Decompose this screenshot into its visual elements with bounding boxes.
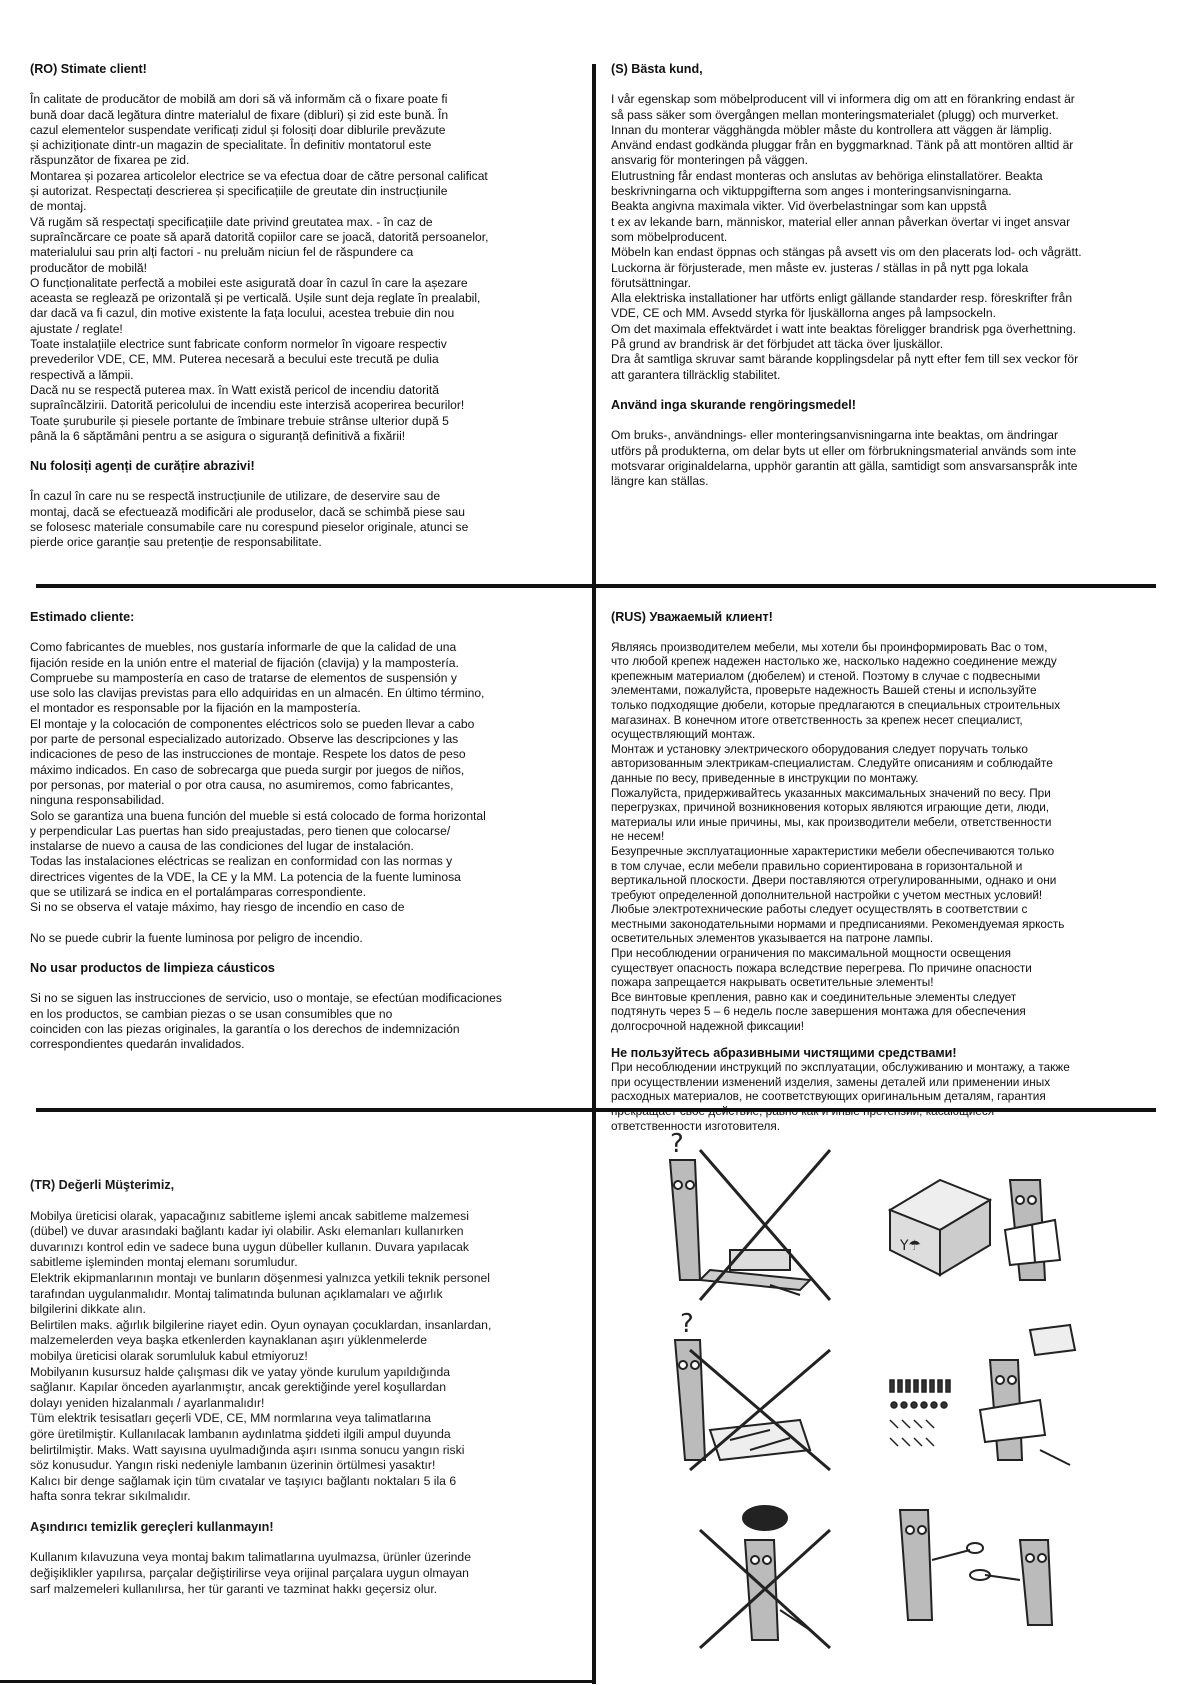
text-line: Dra åt samtliga skruvar samt bärande kopplingsdelar på nytt efter fem till sex veckor för: [611, 352, 1079, 367]
text-line: данные по весу, приведенные в инструкции по монтажу.: [611, 770, 919, 785]
text-line: осуществляющий монтаж.: [611, 727, 756, 742]
text-line: элементами, пожалуйста, проверьте надежность Вашей стены и используйте: [611, 683, 1037, 698]
text-line: не несем!: [611, 829, 665, 844]
section-heading: (RUS) Уважаемый клиент!: [611, 610, 773, 624]
text-line: Kullanım kılavuzuna veya montaj bakım talimatlarına uyulmazsa, ürünler üzerinde: [30, 1550, 471, 1565]
section-swedish: [611, 62, 1171, 532]
text-line: Luckorna är förjusterade, men måste ev. justeras / ställas in på nytt pga lokala: [611, 260, 1029, 275]
worker-sorting-parts-icon: [880, 1320, 1080, 1480]
text-line: при осуществлении изменений изделия, замены деталей или применении иных: [611, 1074, 1051, 1089]
text-line: hafta sonra tekrar sıkılmalıdır.: [30, 1489, 191, 1504]
text-line: cazul elementelor suspendate verificați zidul și folosiți doar diblurile prevăzute: [30, 122, 446, 137]
section-turkish: [30, 1178, 585, 1628]
text-line: În cazul în care nu se respectă instrucțiunile de utilizare, de deservire sau de: [30, 489, 441, 504]
section-closing: [30, 489, 575, 550]
text-line: Montarea și pozarea articolelor electrice se va efectua doar de către personal calificat: [30, 168, 488, 183]
section-body: [30, 640, 590, 915]
text-line: Solo se garantiza una buena función del mueble si está colocado de forma horizontal: [30, 808, 486, 823]
text-line: местными законодательными нормами и предписаниями. Рекомендуемая яркость: [611, 916, 1065, 931]
text-line: dolayı yeniden hizalanmalı / ayarlanmalıdır!: [30, 1395, 265, 1410]
text-line: por parte de personal especializado autorizado. Observe las descripciones y las: [30, 732, 459, 747]
horizontal-divider-1: [36, 584, 1156, 588]
text-line: mobilya üreticisi olarak sorumluluk kabul etmiyoruz!: [30, 1348, 308, 1363]
text-line: beskrivningarna och viktuppgifterna som anges i monteringsanvisningarna.: [611, 184, 1012, 199]
text-line: Toate șuruburile și piesele portante de îmbinare trebuie strânse ulterior după 5: [30, 413, 449, 428]
text-line: și autorizat. Respectați descrierea și specificațiile de greutate din instrucțiunile: [30, 184, 448, 199]
text-line: ajustate / reglate!: [30, 321, 123, 336]
confused-worker-crossed-icon: [640, 1130, 840, 1310]
text-line: El montaje y la colocación de componentes eléctricos solo se pueden llevar a cabo: [30, 716, 475, 731]
text-line: Om det maximala effektvärdet i watt inte beaktas föreligger brandrisk pga överhettning.: [611, 321, 1076, 336]
text-line: Beakta angivna maximala vikter. Vid överbelastningar som kan uppstå: [611, 199, 987, 214]
text-line: correspondientes quedarán invalidados.: [30, 1037, 245, 1052]
text-line: längre kan ställas.: [611, 474, 709, 489]
section-body: [611, 92, 1171, 383]
text-line: расходных материалов, не соответствующих оригинальным деталям, гарантия: [611, 1089, 1046, 1104]
text-line: Om bruks-, användnings- eller monteringsanvisningarna inte beaktas, om ändringar: [611, 428, 1059, 443]
text-line: O funcționalitate perfectă a mobilei este asigurată doar în cazul în care la așezare: [30, 275, 468, 290]
text-line: материалы или иные причины, мы, как производители мебели, ответственности: [611, 814, 1052, 829]
text-line: Монтаж и установку электрического оборудования следует поручать только: [611, 741, 1028, 756]
text-line: крепежным материалом (дюбелем) и стеной. Поэтому в случае с подвесными: [611, 668, 1041, 683]
text-line: Innan du monterar vägghängda möbler måste du kontrollera att väggen är lämplig.: [611, 122, 1053, 137]
text-line: Si no se observa el vataje máximo, hay riesgo de incendio en caso de: [30, 900, 405, 915]
text-line: Todas las instalaciones eléctricas se realizan en conformidad con las normas y: [30, 854, 453, 869]
text-line: Belirtilen maks. ağırlık bilgilerine riayet edin. Oyun oynayan çocuklardan, insanlardan,: [30, 1317, 492, 1332]
text-line: indicaciones de peso de las instrucciones de montaje. Respete los datos de peso: [30, 747, 466, 762]
text-line: Tüm elektrik tesisatları geçerli VDE, CE, MM normlarına veya talimatlarına: [30, 1411, 431, 1426]
section-romanian: [30, 62, 575, 572]
section-subheading: No usar productos de limpieza cáusticos: [30, 960, 275, 975]
text-line: перегрузках, причиной возникновения которых являются играющие дети, люди,: [611, 800, 1050, 815]
text-line: Elektrik ekipmanlarının montajı ve bunların döşenmesi yalnızca yetkili teknik personel: [30, 1270, 490, 1285]
text-line: в том случае, если мебели правильно сориентирована в горизонтальной и: [611, 858, 1023, 873]
svg-text:Y☂: Y☂: [900, 1238, 922, 1254]
section-closing: [30, 1550, 585, 1597]
text-line: sarf malzemeleri kullanılırsa, her tür garanti ve tazminat hakkı geçersiz olur.: [30, 1581, 438, 1596]
text-line: På grund av brandrisk är det förbjudet att täcka över ljuskällor.: [611, 337, 944, 352]
text-line: y perpendicular Las puertas han sido preajustadas, pero tienen que colocarse/: [30, 823, 451, 838]
angry-worker-crossed-icon: [690, 1500, 840, 1650]
text-line: söz konusudur. Yangın riski nedeniyle lambanın üzerinin örtülmesi yasaktır!: [30, 1458, 436, 1473]
text-line: en los productos, se cambian piezas o se usan consumibles que no: [30, 1006, 393, 1021]
text-line: supraîncărcare ce poate să apară datorită copiilor care se joacă, datorită persoanelor,: [30, 229, 489, 244]
text-line: Все винтовые крепления, равно как и соединительные элементы следует: [611, 989, 1017, 1004]
section-body: [611, 640, 1171, 1034]
text-line: магазинах. В конечном итоге ответственность за крепеж несет специалист,: [611, 712, 1023, 727]
section-subheading: Не пользуйтесь абразивными чистящими средствами!: [611, 1045, 957, 1060]
vertical-divider: [592, 64, 596, 1684]
text-line: При несоблюдении ограничения по максимальной мощности освещения: [611, 946, 1011, 961]
worker-reading-instructions-icon: [880, 1150, 1080, 1300]
text-line: При несоблюдении инструкций по эксплуатации, обслуживанию и монтажу, а также: [611, 1060, 1070, 1075]
text-line: Пожалуйста, придерживайтесь указанных максимальных значений по весу. При: [611, 785, 1051, 800]
text-line: подтянуть через 5 – 6 недель после завершения монтажа для обеспечения: [611, 1004, 1026, 1019]
text-line: som möbelproducent.: [611, 229, 728, 244]
text-line: În calitate de producător de mobilă am dori să vă informăm că o fixare poate fi: [30, 92, 448, 107]
text-line: belirtilmiştir. Maks. Watt sayısına uyulmadığında aşırı ısınma sonucu yangın riski: [30, 1442, 465, 1457]
bottom-rule: [0, 1680, 592, 1683]
text-line: Compruebe su mampostería en caso de tratarse de elementos de suspensión y: [30, 670, 457, 685]
text-line: materialului sau prin alți factori - nu preluăm niciun fel de răspundere ca: [30, 245, 414, 260]
text-line: förutsättningar.: [611, 275, 692, 290]
text-line: что любой крепеж надежен настолько же, насколько надежно соединение между: [611, 654, 1057, 669]
section-russian: [611, 610, 1171, 1133]
text-line: utförs på produkterna, om delar byts ut eller om förbrukningsmaterial används som inte: [611, 443, 1077, 458]
text-line: aceasta se reglează pe orizontală și pe verticală. Ușile sunt deja reglate în prealabil,: [30, 291, 481, 306]
section-body: [30, 92, 575, 444]
text-line: que se utilizará se indica en el portalámparas correspondiente.: [30, 885, 367, 900]
section-closing: [611, 1060, 1171, 1133]
text-line: dar dacă va fi cazul, din motive existente la fața locului, acestea trebuie din nou: [30, 306, 455, 321]
text-line: ответственности изготовителя.: [611, 1118, 781, 1133]
text-line: Si no se siguen las instrucciones de servicio, uso o montaje, se efectúan modificaciones: [30, 991, 502, 1006]
text-line: se folosesc materiale consumabile care nu corespund pieselor originale, atunci se: [30, 520, 469, 535]
text-line: supraîncălzirii. Datorită pericolului de incendiu este interzisă acoperirea becurilor!: [30, 398, 465, 413]
text-line: (dübel) ve duvar arasındaki bağlantı kadar iyi olabilir. Askı elemanları kullanırken: [30, 1224, 464, 1239]
text-line: răspunzător de fixarea pe zid.: [30, 153, 190, 168]
text-line: malzemelerden veya başka etkenlerden kaynaklanan aşırı yüklenmelerde: [30, 1333, 427, 1348]
text-line: требуют определенной дополнительной настройки с учетом местных условий!: [611, 887, 1043, 902]
text-line: så pass säker som övergången mellan monteringsmaterialet (plugg) och murverket.: [611, 107, 1059, 122]
text-line: motsvarar originaldelarna, upphör garantin att gälla, samtidigt som ansvarsanspråk inte: [611, 458, 1078, 473]
section-closing: [30, 991, 590, 1052]
text-line: t ex av lekande barn, människor, material eller annan påverkan övertar vi inget ansvar: [611, 214, 1071, 229]
text-line: существует опасность пожара вследствие перегрева. По причине опасности: [611, 960, 1032, 975]
section-subheading: Använd inga skurande rengöringsmedel!: [611, 397, 856, 412]
confused-worker-tools-crossed-icon: [650, 1310, 840, 1480]
text-line: Toate instalațiile electrice sunt fabricate conform normelor în vigoare respectiv: [30, 337, 447, 352]
text-line: montaj, dacă se efectuează modificări ale produselor, dacă se schimbă piese sau: [30, 504, 465, 519]
text-line: I vår egenskap som möbelproducent vill vi informera dig om att en förankring endast är: [611, 92, 1075, 107]
text-line: producător de mobilă!: [30, 260, 147, 275]
text-line: пожара запрещается накрывать осветительные элементы!: [611, 975, 934, 990]
section-subheading: Aşındırıcı temizlik gereçleri kullanmayın!: [30, 1519, 274, 1534]
text-line: respectivă a lămpii.: [30, 367, 134, 382]
text-line: use solo las clavijas previstas para ello adquiridas en un almacén. En último término,: [30, 686, 485, 701]
text-line: прекращает свое действие, равно как и иные претензии, касающиеся: [611, 1104, 995, 1118]
text-line: Являясь производителем мебели, мы хотели бы проинформировать Вас о том,: [611, 639, 1048, 654]
text-line: только подходящие дюбели, которые предлагаются в специальных строительных: [611, 697, 1061, 712]
text-line: sağlanır. Kapılar önceden ayarlanmıştır, ancak gerektiğinde yerel koşullardan: [30, 1380, 446, 1395]
text-line: máximo indicados. En caso de sobrecarga que pueda surgir por juegos de niños,: [30, 762, 465, 777]
text-line: el montador es responsable por la fijación en la mampostería.: [30, 701, 361, 716]
svg-text:?: ?: [680, 1309, 694, 1339]
text-line: por personas, por material o por otra causa, no asumiremos, como fabricantes,: [30, 777, 454, 792]
text-line: și achiziționate dintr-un magazin de specialitate. În definitiv montatorul este: [30, 138, 432, 153]
text-line: bună doar dacă legătura dintre materialul de fixare (dibluri) și zid este bună. În: [30, 107, 449, 122]
svg-text:?: ?: [670, 1129, 684, 1159]
worker-tightening-screws-icon: [880, 1500, 1080, 1630]
text-line: de montaj.: [30, 199, 87, 214]
text-line: Kalıcı bir denge sağlamak için tüm cıvatalar ve taşıyıcı bağlantı noktaları 5 ila 6: [30, 1473, 457, 1488]
text-line: instalarse de nuevo a causa de las condiciones del lugar de instalación.: [30, 839, 414, 854]
text-line: Alla elektriska installationer har utförts enligt gällande standarder resp. föreskrifter från: [611, 291, 1073, 306]
section-closing: [611, 428, 1171, 489]
text-line: долгосрочной надежной фиксации!: [611, 1019, 805, 1034]
text-line: ninguna responsabilidad.: [30, 793, 165, 808]
text-line: Безупречные эксплуатационные характеристики мебели обеспечиваются только: [611, 843, 1055, 858]
text-line: Använd endast godkända pluggar från en byggmarknad. Tänk på att montören alltid är: [611, 138, 1074, 153]
text-line: Como fabricantes de muebles, nos gustaría informarle de que la calidad de una: [30, 640, 457, 655]
text-line: tarafından uygulanmalıdır. Montaj talimatında bulunan açıklamaları ve ağırlık: [30, 1286, 443, 1301]
text-line: авторизованным электрикам-специалистам. Следуйте описаниям и соблюдайте: [611, 756, 1053, 771]
text-line: осветительных элементов указывается на патроне лампы.: [611, 931, 934, 946]
section-heading: Estimado cliente:: [30, 610, 135, 624]
text-line: göre üretilmiştir. Kullanılacak lambanın aydınlatma şiddeti ilgili ampul duyunda: [30, 1426, 451, 1441]
section-subheading: Nu folosiți agenți de curățire abrazivi!: [30, 459, 255, 474]
text-line: până la 6 săptămâni pentru a se asigura o siguranță definitivă a fixării!: [30, 428, 406, 443]
text-line: fijación reside en la unión entre el material de fijación (clavija) y la mampostería.: [30, 655, 459, 670]
section-heading: (RO) Stimate client!: [30, 62, 147, 76]
text-line: sabitleme işleminden montaj elemanı sorumludur.: [30, 1255, 298, 1270]
text-line: Möbeln kan endast öppnas och stängas på avsett vis om den placerats lod- och vågrätt.: [611, 245, 1082, 260]
section-spanish: [30, 610, 590, 1070]
section-heading: (TR) Değerli Müşterimiz,: [30, 1178, 175, 1192]
text-line: att garantera tillräcklig stabilitet.: [611, 367, 781, 382]
text-line: bilgilerini dikkate alın.: [30, 1302, 146, 1317]
fire-warning: No se puede cubrir la fuente luminosa por peligro de incendio.: [30, 930, 363, 945]
text-line: ansvarig för monteringen på väggen.: [611, 153, 808, 168]
text-line: pierde orice garanție sau pretenție de responsabilitate.: [30, 535, 322, 550]
text-line: Elutrustning får endast monteras och anslutas av behöriga elinstallatörer. Beakta: [611, 168, 1043, 183]
text-line: Mobilyanın kusursuz halde çalışması dik ve yatay yönde kurulum yapıldığında: [30, 1364, 451, 1379]
text-line: prevederilor VDE, CE, MM. Puterea necesară a becului este trecută pe dulia: [30, 352, 439, 367]
text-line: duvarınızı kontrol edin ve sadece buna uygun dübeller kullanın. Duvara yapılacak: [30, 1239, 470, 1254]
text-line: coinciden con las piezas originales, la garantía o los derechos de indemnización: [30, 1021, 460, 1036]
text-line: Vă rugăm să respectați specificațiile date privind greutatea max. - în caz de: [30, 214, 433, 229]
text-line: VDE, CE och MM. Avsedd styrka för ljuskällorna anges på lampsockeln.: [611, 306, 996, 321]
section-heading: (S) Bästa kund,: [611, 62, 703, 76]
text-line: Dacă nu se respectă puterea max. în Watt există pericol de incendiu datorită: [30, 382, 439, 397]
text-line: directrices vigentes de la VDE, la CE y la MM. La potencia de la fuente luminosa: [30, 869, 461, 884]
text-line: değişiklikler yapılırsa, parçalar değiştirilirse veya orijinal parçalara uygun olmayan: [30, 1566, 469, 1581]
section-body: [30, 1209, 585, 1505]
text-line: вертикальной плоскости. Двери поставляются отрегулированными, однако и они: [611, 873, 1057, 888]
text-line: Mobilya üreticisi olarak, yapacağınız sabitleme işlemi ancak sabitleme malzemesi: [30, 1208, 469, 1223]
text-line: Любые электротехнические работы следует осуществлять в соответствии с: [611, 902, 1028, 917]
